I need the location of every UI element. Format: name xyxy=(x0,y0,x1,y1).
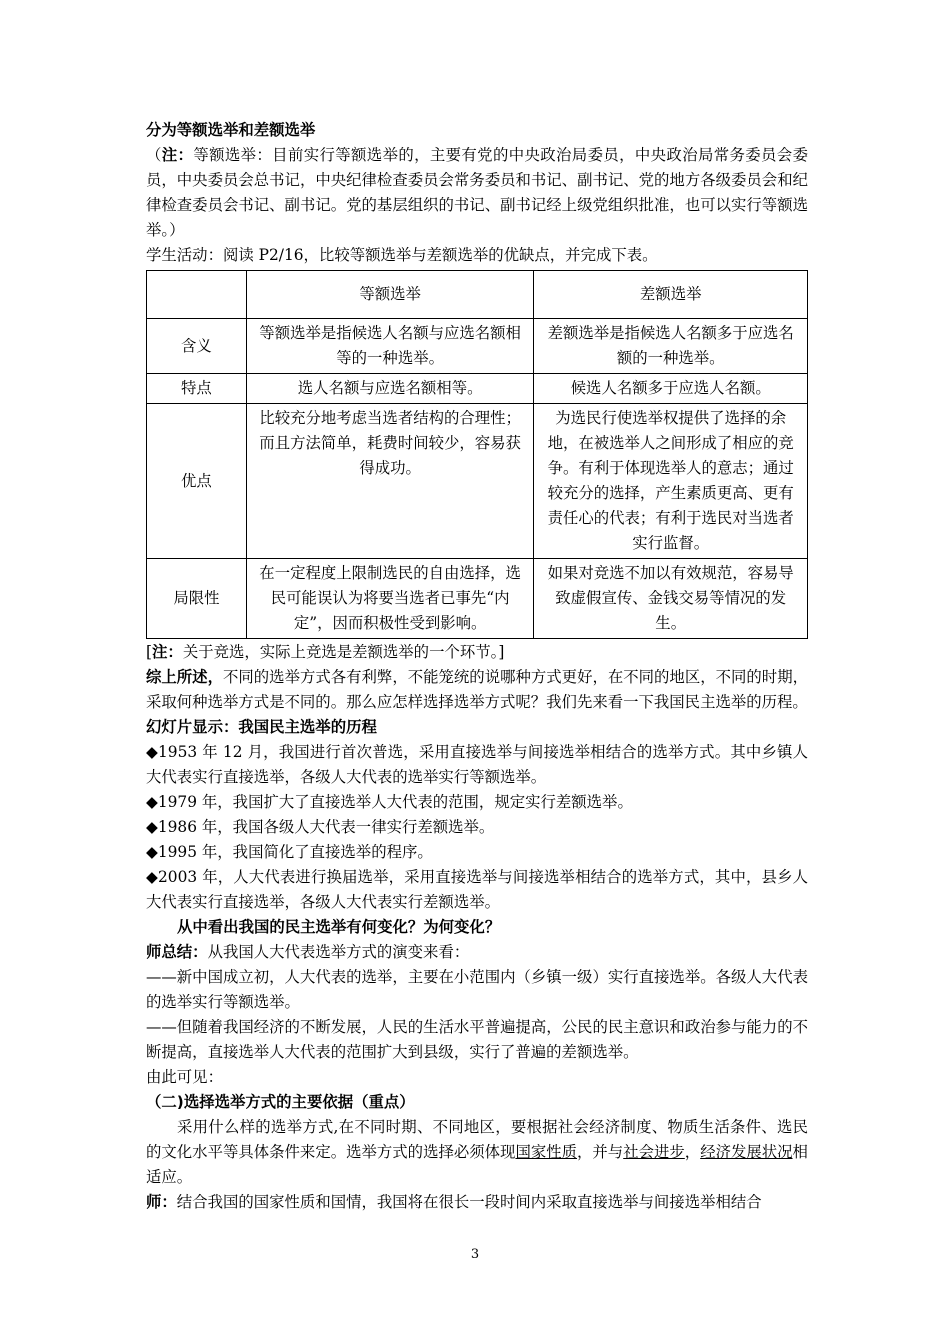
table-cell: 候选人名额多于应选人名额。 xyxy=(534,374,808,404)
teacher-label: 师： xyxy=(146,1193,177,1211)
table-header-diff: 差额选举 xyxy=(534,271,808,319)
summary-text: 不同的选举方式各有利弊，不能笼统的说哪种方式更好，在不同的地区，不同的时期，采取何种选举方式是不同的。那么应怎样选择选举方式呢？我们先来看一下我国民主选举的历程。 xyxy=(146,668,808,711)
table-row-label: 含义 xyxy=(147,319,247,374)
comparison-table xyxy=(146,270,808,639)
underlined-term: 经济发展状况 xyxy=(700,1143,793,1161)
history-item: ◆1986 年，我国各级人大代表一律实行差额选举。 xyxy=(146,818,495,836)
table-header-equal: 等额选举 xyxy=(246,271,534,319)
table-row xyxy=(147,404,808,559)
table-cell: 比较充分地考虑当选者结构的合理性；而且方法简单，耗费时间较少，容易获得成功。 xyxy=(246,404,534,559)
table-cell: 差额选举是指候选人名额多于应选名额的一种选举。 xyxy=(534,319,808,374)
note2-open: [ xyxy=(146,643,153,661)
question: 从中看出我国的民主选举有何变化？为何变化？ xyxy=(177,918,501,936)
history-item: ◆2003 年，人大代表进行换届选举，采用直接选举与间接选举相结合的选举方式，其中，县乡人大代表实行直接选举，各级人大代表实行差额选举。 xyxy=(146,868,808,911)
table-row xyxy=(147,374,808,404)
basis-text: ， xyxy=(684,1143,701,1161)
table-row xyxy=(147,559,808,639)
page-number: 3 xyxy=(470,1247,480,1262)
student-activity: 学生活动：阅读 P2/16，比较等额选举与差额选举的优缺点，并完成下表。 xyxy=(146,246,658,264)
heading-election-types: 分为等额选举和差额选举 xyxy=(146,121,316,139)
document-body xyxy=(146,118,808,1215)
history-item: ◆1995 年，我国简化了直接选举的程序。 xyxy=(146,843,433,861)
section-heading: （二)选择选举方式的主要依据（重点） xyxy=(146,1093,415,1111)
slide-title: 幻灯片显示：我国民主选举的历程 xyxy=(146,718,377,736)
teacher-text: 结合我国的国家性质和国情，我国将在很长一段时间内采取直接选举与间接选举相结合 xyxy=(176,1193,762,1211)
table-cell: 为选民行使选举权提供了选择的余地，在被选举人之间形成了相应的竞争。有利于体现选举人的意志；通过较充分的选择，产生素质更高、更有责任心的代表；有利于选民对当选者实行监督。 xyxy=(534,404,808,559)
basis-text: 相适应。 xyxy=(146,1143,808,1186)
table-header-row xyxy=(147,271,808,319)
table-cell: 选人名额与应选名额相等。 xyxy=(246,374,534,404)
history-item: ◆1953 年 12 月，我国进行首次普选，采用直接选举与间接选举相结合的选举方式。其中乡镇人大代表实行直接选举，各级人大代表的选举实行等额选举。 xyxy=(146,743,808,786)
note-campaign xyxy=(146,640,808,665)
note-label: 注： xyxy=(161,146,194,164)
conclusion: 由此可见： xyxy=(146,1068,223,1086)
history-item: ◆1979 年，我国扩大了直接选举人大代表的范围，规定实行差额选举。 xyxy=(146,793,633,811)
table-cell: 如果对竞选不加以有效规范，容易导致虚假宣传、金钱交易等情况的发生。 xyxy=(534,559,808,639)
basis-paragraph xyxy=(146,1115,808,1190)
note-open: （ xyxy=(146,146,162,164)
basis-text: 采用什么样的选举方式,在不同时期、不同地区，要根据社会经济制度、物质生活条件、选民的文化水平等具体条件来定。选举方式的选择必须体现 xyxy=(146,1118,808,1161)
note2-label: 注： xyxy=(152,643,183,661)
table-cell: 等额选举是指候选人名额与应选名额相等的一种选举。 xyxy=(246,319,534,374)
note-equal-election xyxy=(146,143,808,243)
summary-label: 综上所述， xyxy=(146,668,223,686)
note-text: 等额选举：目前实行等额选举的，主要有党的中央政治局委员，中央政治局常务委员会委员，中央委员会总书记，中央纪律检查委员会常务委员和书记、副书记、党的地方各级委员会和纪律检查委员会书记、副书记。党的基层组织的书记、副书记经上级党组织批准，也可以实行等额选举。） xyxy=(146,146,808,239)
table-row-label: 特点 xyxy=(147,374,247,404)
teacher-summary-label: 师总结： xyxy=(146,943,208,961)
teacher-summary xyxy=(146,940,808,965)
note2-text: 关于竞选，实际上竞选是差额选举的一个环节。] xyxy=(182,643,505,661)
table-cell: 在一定程度上限制选民的自由选择，选民可能误认为将要当选者已事先“内定”，因而积极性受到影响。 xyxy=(246,559,534,639)
teacher-summary-text: 从我国人大代表选举方式的演变来看： xyxy=(207,943,470,961)
dash-paragraph: ——但随着我国经济的不断发展，人民的生活水平普遍提高，公民的民主意识和政治参与能力的不断提高，直接选举人大代表的范围扩大到县级，实行了普遍的差额选举。 xyxy=(146,1018,808,1061)
basis-text: ，并与 xyxy=(577,1143,624,1161)
underlined-term: 国家性质 xyxy=(515,1143,578,1161)
table-row xyxy=(147,319,808,374)
teacher-line xyxy=(146,1190,808,1215)
table-row-label: 局限性 xyxy=(147,559,247,639)
table-header-empty xyxy=(147,271,247,319)
table-row-label: 优点 xyxy=(147,404,247,559)
underlined-term: 社会进步 xyxy=(623,1143,685,1161)
dash-paragraph: ——新中国成立初，人大代表的选举，主要在小范围内（乡镇一级）实行直接选举。各级人大代表的选举实行等额选举。 xyxy=(146,968,808,1011)
summary-paragraph xyxy=(146,665,808,715)
